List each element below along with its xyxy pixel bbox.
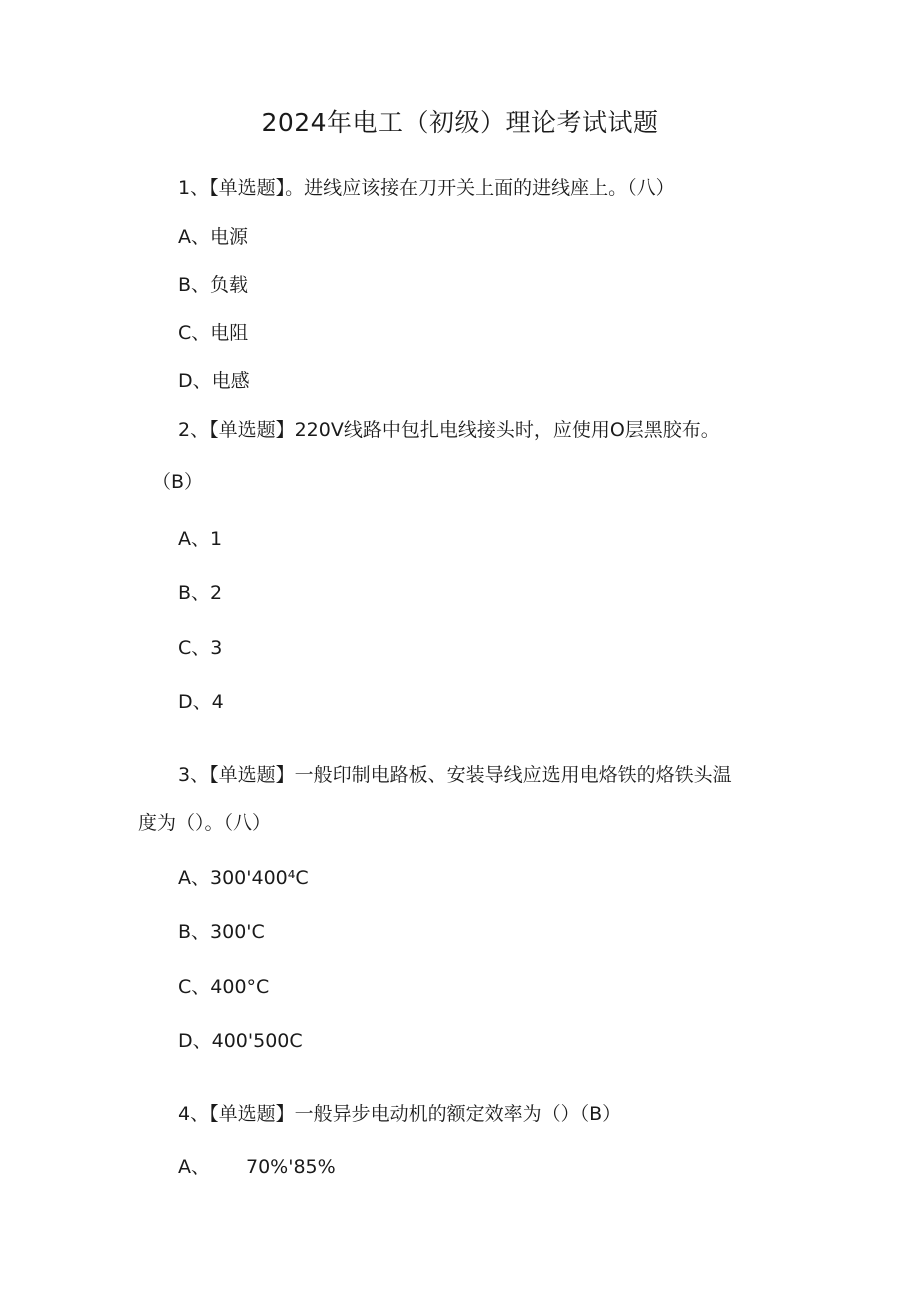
question-3-option-d: D、400'500C — [178, 1030, 303, 1052]
question-1-option-b: B、负载 — [178, 274, 249, 296]
question-2-option-a: A、1 — [178, 528, 223, 550]
question-4-option-a — [178, 1152, 336, 1182]
question-3-stem-continued: 度为（）。（八） — [138, 812, 272, 834]
question-4-option-a-label: A、 — [178, 1156, 210, 1178]
question-3-option-c: C、400°C — [178, 976, 270, 998]
question-2-stem-continued: （B） — [152, 471, 204, 493]
question-2-stem: 2、【单选题】220V线路中包扎电线接头时，应使用O层黑胶布。 — [178, 419, 720, 441]
question-2-option-c: C、3 — [178, 637, 223, 659]
question-2-option-b: B、2 — [178, 582, 223, 604]
question-1-stem: 1、【单选题】。进线应该接在刀开关上面的进线座上。（八） — [178, 177, 675, 199]
question-3-option-b: B、300'C — [178, 921, 265, 943]
question-3-option-a: A、300'400⁴C — [178, 867, 309, 889]
question-1-option-a: A、电源 — [178, 226, 248, 248]
document-title: 2024年电工（初级）理论考试试题 — [261, 108, 659, 137]
question-4-option-a-value: 70%'85% — [246, 1156, 336, 1178]
question-1-option-c: C、电阻 — [178, 322, 249, 344]
question-2-option-d: D、4 — [178, 691, 224, 713]
question-3-stem: 3、【单选题】一般印制电路板、安装导线应选用电烙铁的烙铁头温 — [178, 764, 732, 786]
question-1-option-d: D、电感 — [178, 370, 250, 392]
question-4-stem: 4、【单选题】一般异步电动机的额定效率为（）（B） — [178, 1103, 622, 1125]
